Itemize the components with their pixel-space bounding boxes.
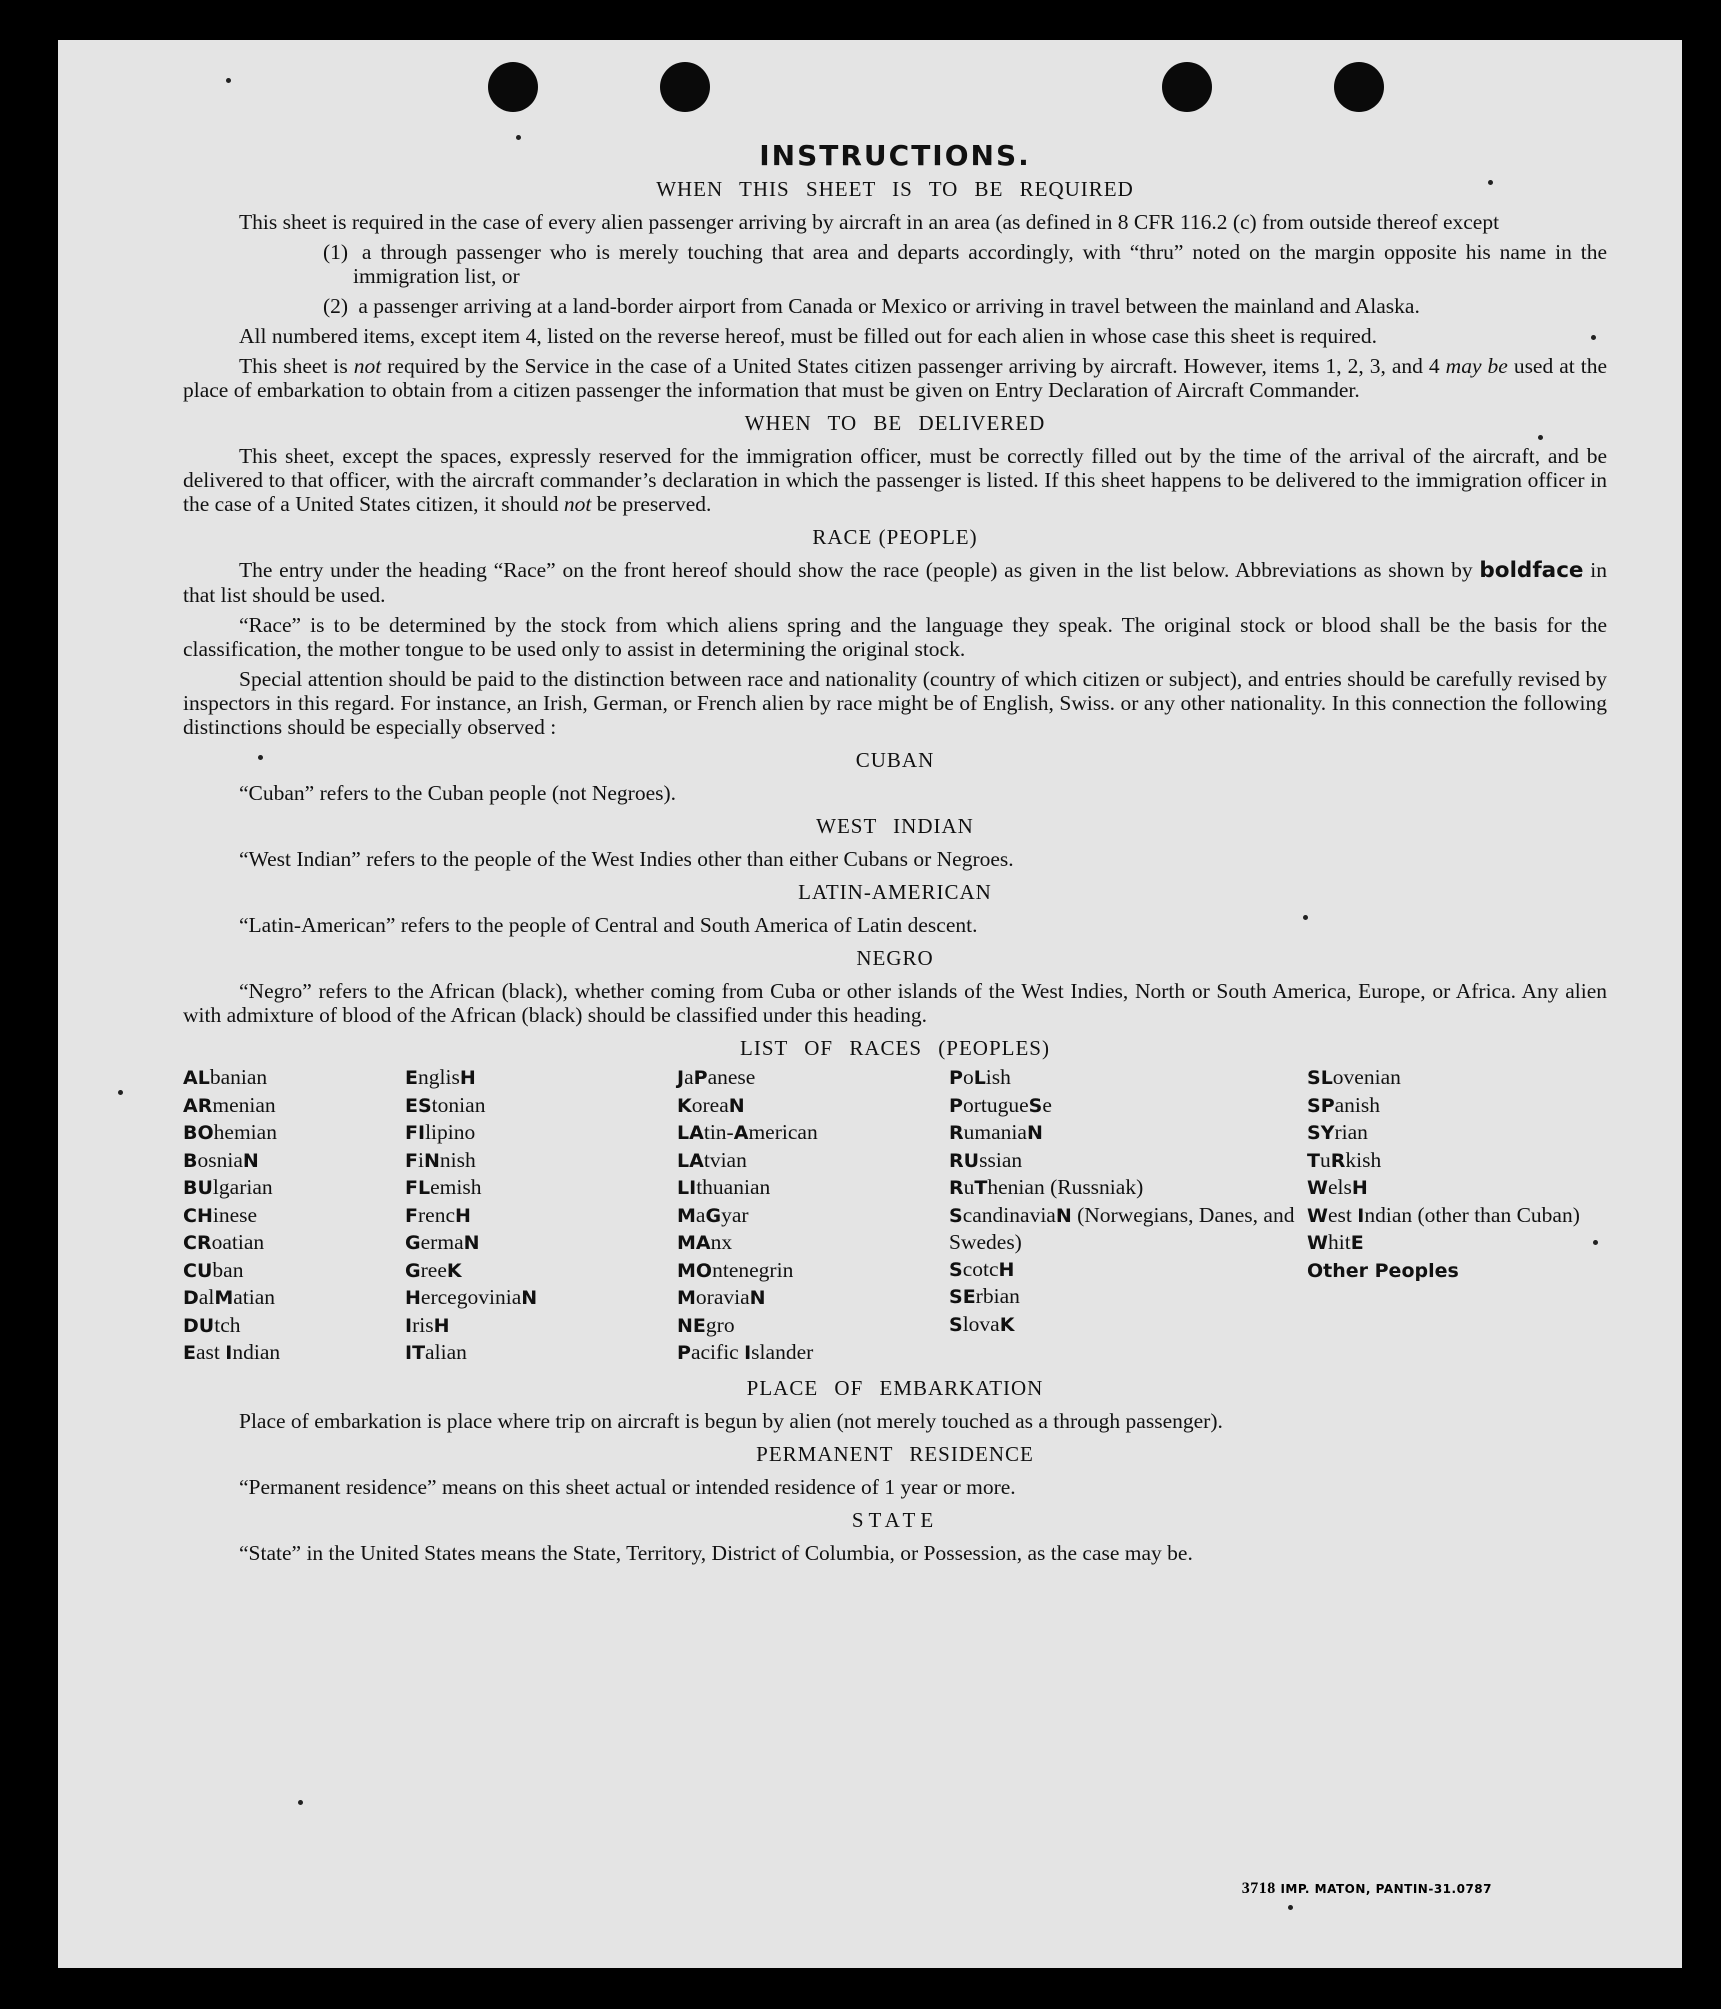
race-entry: WelsH <box>1307 1175 1368 1199</box>
race-entry: SYrian <box>1307 1120 1368 1144</box>
race-entry: ARmenian <box>183 1092 276 1117</box>
paragraph: “State” in the United States means the State, Territory, District of Columbia, or Possession, as the case may be. <box>239 1540 1193 1565</box>
race-entry: FrencH <box>405 1202 471 1227</box>
race-entry: FLemish <box>405 1175 482 1199</box>
item-text: a through passenger who is merely touching that area and departs accordingly, with “thru” noted on the margin opposite his name in the immigration list, or <box>353 240 1607 288</box>
race-entry: RumaniaN <box>949 1120 1043 1144</box>
race-entry: GreeK <box>405 1257 462 1282</box>
paragraph: “West Indian” refers to the people of the West Indies other than either Cubans or Negroes. <box>239 847 1014 871</box>
list-item <box>323 294 1607 318</box>
race-entry: FiNnish <box>405 1147 476 1172</box>
race-entry: LAtin-American <box>677 1120 818 1144</box>
heading-embarkation: PLACE OF EMBARKATION <box>746 1375 1044 1400</box>
race-entry: MOntenegrin <box>677 1257 794 1282</box>
printer-imprint: IMP. MATON, PANTIN-31.0787 <box>1280 1882 1492 1896</box>
race-entry: DalMatian <box>183 1285 276 1309</box>
paragraph: “Cuban” refers to the Cuban people (not Negroes). <box>239 781 677 805</box>
heading-latin-american: LATIN-AMERICAN <box>798 880 992 904</box>
race-entry: HercegoviniaN <box>405 1285 538 1309</box>
paragraph: Special attention should be paid to the distinction between race and nationality (country of which citizen or subject), and entries should be carefully revised by inspectors in this regard. For instance, an Irish, German, or French alien by race might be of English, Swiss. or any other nationality. In this connection the following distinctions should be especially observed : <box>183 667 1607 739</box>
paragraph: “Race” is to be determined by the stock from which aliens spring and the language they speak. The original stock or blood shall be the basis for the classification, the mother tongue to be used only to assist in determining the original stock. <box>183 613 1607 661</box>
paragraph: “Latin-American” refers to the people of Central and South America of Latin descent. <box>239 913 978 937</box>
race-entry: East Indian <box>183 1340 281 1364</box>
race-entry: PoLish <box>949 1065 1011 1089</box>
race-entry: RUssian <box>949 1147 1023 1172</box>
races-column <box>1307 1064 1607 1367</box>
page-title: INSTRUCTIONS. <box>759 139 1031 172</box>
race-entry: MoraviaN <box>677 1285 766 1309</box>
race-entry: EnglisH <box>405 1065 476 1089</box>
race-entry: JaPanese <box>677 1065 756 1089</box>
race-entry: TuRkish <box>1307 1147 1382 1172</box>
item-text: a passenger arriving at a land-border airport from Canada or Mexico or arriving in travel between the mainland and Alaska. <box>358 294 1420 318</box>
race-entry: CRoatian <box>183 1230 265 1254</box>
heading-west-indian: WEST INDIAN <box>816 814 974 838</box>
race-entry: Pacific Islander <box>677 1340 814 1364</box>
paragraph: The entry under the heading “Race” on the front hereof should show the race (people) as given in the list below. Abbreviations as shown by boldface in that list should be used. <box>183 558 1608 607</box>
paragraph: “Permanent residence” means on this sheet actual or intended residence of 1 year or more. <box>239 1474 1016 1499</box>
race-entry: DUtch <box>183 1312 241 1337</box>
heading-residence: PERMANENT RESIDENCE <box>756 1441 1034 1466</box>
race-entry: Other Peoples <box>1307 1259 1459 1282</box>
paragraph: This sheet is required in the case of every alien passenger arriving by aircraft in an area (as defined in 8 CFR 116.2 (c) from outside thereof except <box>239 210 1500 234</box>
race-entry: BUlgarian <box>183 1175 273 1199</box>
heading-state: STATE <box>851 1507 939 1532</box>
race-entry: ALbanian <box>183 1065 268 1089</box>
race-entry: ITalian <box>405 1340 467 1364</box>
race-entry: WhitE <box>1307 1230 1364 1254</box>
heading-negro: NEGRO <box>856 946 934 970</box>
race-entry: LIthuanian <box>677 1175 771 1199</box>
race-entry: SlovaK <box>949 1311 1015 1336</box>
races-column <box>405 1064 677 1367</box>
race-entry: MAnx <box>677 1230 733 1254</box>
races-column <box>949 1064 1307 1367</box>
race-entry: ScotcH <box>949 1256 1015 1281</box>
race-entry: GermaN <box>405 1230 480 1254</box>
document-page <box>58 40 1682 1968</box>
race-entry: SErbian <box>949 1284 1020 1308</box>
race-entry: BosniaN <box>183 1147 259 1172</box>
race-entry: RuThenian (Russniak) <box>949 1175 1144 1199</box>
race-entry: FIlipino <box>405 1120 476 1144</box>
races-list <box>183 1064 1607 1367</box>
races-column <box>677 1064 949 1367</box>
list-item <box>323 240 1607 288</box>
race-entry: MaGyar <box>677 1202 749 1227</box>
race-entry: IrisH <box>405 1312 450 1337</box>
heading-cuban: CUBAN <box>855 748 935 772</box>
paragraph: “Negro” refers to the African (black), whether coming from Cuba or other islands of the West Indies, North or South America, Europe, or Africa. Any alien with admixture of blood of the African (black) should be classified under this heading. <box>183 979 1607 1027</box>
race-entry: CUban <box>183 1257 244 1282</box>
heading-race: RACE (PEOPLE) <box>812 525 978 549</box>
race-entry: LAtvian <box>677 1147 747 1172</box>
race-entry: PortugueSe <box>949 1092 1052 1117</box>
race-entry: West Indian (other than Cuban) <box>1307 1202 1580 1227</box>
races-column <box>183 1064 405 1367</box>
printer-footer <box>1242 1880 1492 1898</box>
form-number: 3718 <box>1241 1880 1276 1897</box>
heading-when-delivered: WHEN TO BE DELIVERED <box>744 411 1046 435</box>
race-entry: SPanish <box>1307 1092 1381 1117</box>
race-entry: EStonian <box>405 1092 486 1117</box>
heading-when-required: WHEN THIS SHEET IS TO BE REQUIRED <box>656 177 1134 201</box>
instructions-text <box>183 100 1607 1571</box>
race-entry: CHinese <box>183 1202 258 1227</box>
paragraph: All numbered items, except item 4, listed on the reverse hereof, must be filled out for each alien in whose case this sheet is required. <box>239 324 1377 348</box>
paragraph: Place of embarkation is place where trip on aircraft is begun by alien (not merely touched as a through passenger). <box>239 1408 1223 1433</box>
race-entry: BOhemian <box>183 1120 277 1144</box>
paragraph: This sheet is not required by the Service in the case of a United States citizen passenger arriving by aircraft. However, items 1, 2, 3, and 4 may be used at the place of embarkation to obtain from a citizen passenger the information that must be given on Entry Declaration of Aircraft Commander. <box>183 354 1608 402</box>
heading-list-of-races: LIST OF RACES (PEOPLES) <box>740 1036 1050 1060</box>
race-entry: KoreaN <box>677 1092 745 1117</box>
item-label: (2) <box>323 294 349 318</box>
race-entry: SLovenian <box>1307 1065 1401 1089</box>
race-entry: NEgro <box>677 1312 735 1337</box>
race-entry: ScandinaviaN (Norwegians, Danes, and Swedes) <box>949 1202 1295 1254</box>
item-label: (1) <box>323 240 349 264</box>
paragraph: This sheet, except the spaces, expressly reserved for the immigration officer, must be correctly filled out by the time of the arrival of the aircraft, and be delivered to that officer, with the aircraft commander’s declaration in which the passenger is listed. If this sheet happens to be delivered to the immigration officer in the case of a United States citizen, it should not be preserved. <box>183 444 1607 516</box>
